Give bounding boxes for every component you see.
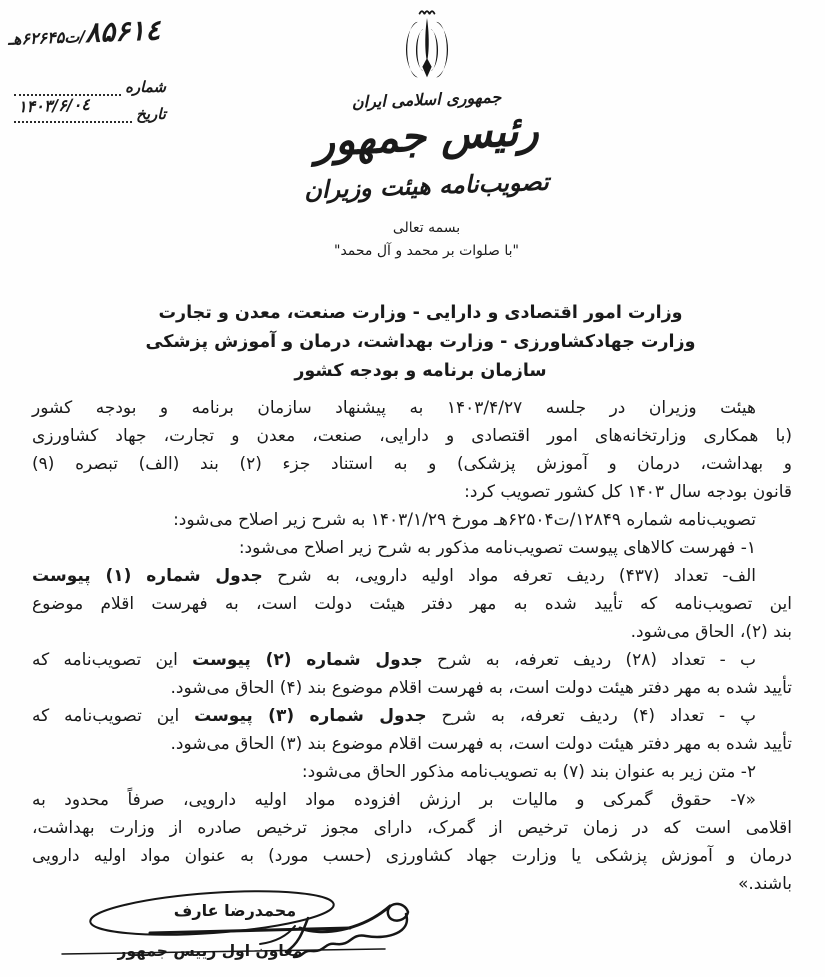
text-run: این تصویب‌نامه که [32,650,193,670]
text-run: پ - تعداد (۴) ردیف تعرفه، به شرح [426,706,756,726]
salawat: "با صلوات بر محمد و آل محمد" [334,243,519,259]
text-run: این تصویب‌نامه که [32,706,195,726]
registry-number-suffix: /ت۶۲۶۴۵هـ [7,26,86,49]
basmala: بسمه تعالی [392,220,461,236]
text-run: تأیید شده به مهر دفتر هیئت دولت است، به فهرست اقلام موضوع بند (۴) الحاق می‌شود. [170,678,792,698]
text-run: باشند.» [737,874,792,894]
body-line [32,618,792,646]
text-run: این تصویب‌نامه که تأیید شده به مهر دفتر هیئت دولت است، به فهرست اقلام موضوع [32,594,792,614]
body-line [32,562,792,590]
body-line [32,870,792,898]
text-run: «۷- حقوق گمرکی و مالیات بر ارزش افزوده مواد اولیه دارویی، صرفاً محدود به [32,790,756,810]
office-title: رئیس جمهور [313,105,540,166]
body-line [32,422,792,450]
body-line [32,674,792,702]
text-run: قانون بودجه سال ۱۴۰۳ کل کشور تصویب کرد: [464,482,792,502]
text-run: (با همکاری وزارتخانه‌های امور اقتصادی و دارایی، صنعت، معدن و تجارت، جهاد کشاورزی [32,426,792,446]
body-text [32,394,792,898]
text-run: ۱- فهرست کالاهای پیوست تصویب‌نامه مذکور به شرح زیر اصلاح می‌شود: [238,538,756,558]
body-line [32,478,792,506]
text-run: ب - تعداد (۲۸) ردیف تعرفه، به شرح [422,650,756,670]
body-line [32,730,792,758]
signature-name: محمدرضا عارف [173,901,297,920]
body-line [32,758,792,786]
body-line [32,814,792,842]
number-label: شماره [125,78,166,96]
text-run: اقلامی است که در زمان ترخیص از گمرک، دارای مجوز ترخیص صادره از وزارت بهداشت، [32,818,792,838]
addressee-line: سازمان برنامه و بودجه کشور [294,361,547,381]
iran-emblem-icon [399,8,455,82]
country-name: جمهوری اسلامی ایران [351,87,502,112]
text-run: الف- تعداد (۴۳۷) ردیف تعرفه مواد اولیه دارویی، به شرح [262,566,756,586]
text-run: بند (۲)، الحاق می‌شود. [630,622,792,642]
addressees [8,299,825,386]
registry-number-main: ۸۵۶۱٤ [84,13,161,49]
body-line [32,394,792,422]
bold-run: جدول شماره (۱) پیوست [32,566,263,586]
body-line [32,786,792,814]
letterhead [14,8,825,259]
text-run: تصویب‌نامه شماره ۱۲۸۴۹/ت۶۲۵۰۴هـ مورخ ۱۴۰۳/۱/۲۹ به شرح زیر اصلاح می‌شود: [173,510,756,530]
text-run: تأیید شده به مهر دفتر هیئت دولت است، به فهرست اقلام موضوع بند (۳) الحاق می‌شود. [170,734,792,754]
bold-run: جدول شماره (۲) پیوست [192,650,423,670]
body-line [32,506,792,534]
body-line [32,590,792,618]
body-line [32,842,792,870]
signature-title: معاون اول رییس جمهور [117,942,303,960]
body-line [32,646,792,674]
date-label: تاریخ [136,105,166,123]
date-value: ۱۴۰۳/۶/۰٤ [17,94,91,117]
body-line [32,534,792,562]
bold-run: جدول شماره (۳) پیوست [194,706,427,726]
body-line [32,702,792,730]
text-run: و بهداشت، درمان و آموزش پزشکی) و به استناد جزء (۲) بند (الف) تبصره (۹) [32,454,792,474]
body-line [32,450,792,478]
text-run: درمان و آموزش پزشکی یا وزارت جهاد کشاورزی (حسب مورد) به عنوان مواد اولیه دارویی [32,846,792,866]
addressee-line: وزارت امور اقتصادی و دارایی - وزارت صنعت، معدن و تجارت [158,303,683,323]
text-run: ۲- متن زیر به عنوان بند (۷) به تصویب‌نامه مذکور الحاق می‌شود: [301,762,756,782]
document-type: تصویب‌نامه هیئت وزیران [303,167,550,205]
text-run: هیئت وزیران در جلسه ۱۴۰۳/۴/۲۷ به پیشنهاد سازمان برنامه و بودجه کشور [32,398,757,418]
addressee-line: وزارت جهادکشاورزی - وزارت بهداشت، درمان و آموزش پزشکی [145,332,696,352]
